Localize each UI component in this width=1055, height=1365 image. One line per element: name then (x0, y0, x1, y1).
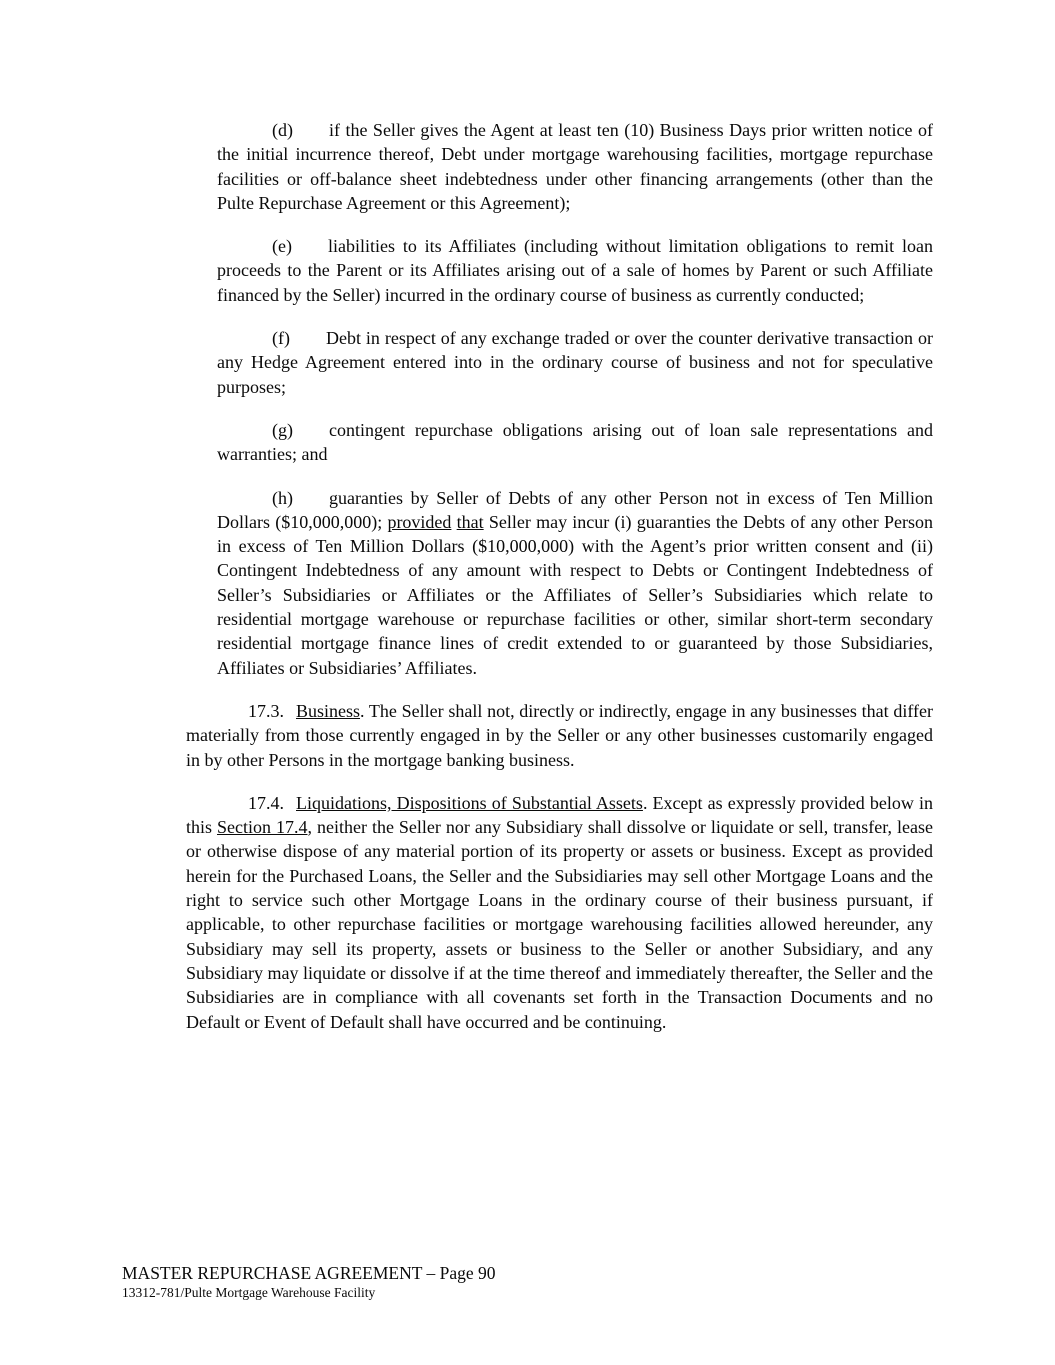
underlined-provided: provided (387, 511, 452, 532)
clause-d-text: if the Seller gives the Agent at least ten (10) Business Days prior written notice of the initial incurrence thereof, Debt under mortgage warehousing facilities, mortgage repurchase facilities or off-balance sheet indebtedness under other financing arrangements (other than the Pulte Repurchase Agreement or this Agreement); (217, 120, 933, 213)
section-17-4-text-2: , neither the Seller nor any Subsidiary shall dissolve or liquidate or sell, transfer, lease or otherwise dispose of any material portion of its property or assets or business. Except as provided herein for the Purchased Loans, the Seller and the Subsidiaries may sell other Mortgage Loans and the right to service such other Mortgage Loans in the ordinary course of their business pursuant, if applicable, to other repurchase facilities or mortgage warehousing facilities allowed hereunder, any Subsidiary may sell its property, assets or business to the Seller or another Subsidiary, and any Subsidiary may liquidate or dissolve if at the time thereof and immediately thereafter, the Seller and the Subsidiaries are in compliance with all covenants set forth in the Transaction Documents and no Default or Event of Default shall have occurred and be continuing. (186, 817, 933, 1032)
section-17-4-heading: Liquidations, Dispositions of Substantial Assets (296, 792, 643, 813)
section-17-4-crossref: Section 17.4 (217, 817, 308, 838)
document-body (186, 118, 933, 1053)
underlined-that: that (456, 511, 484, 532)
clause-f (217, 326, 933, 399)
clause-h-text-2: Seller may incur (i) guaranties the Debts of any other Person in excess of Ten Million Dollars ($10,000,000) with the Agent’s prior written consent and (ii) Contingent Indebtedness of any amount with respect to Debts or Contingent Indebtedness of Seller’s Subsidiaries or Affiliates or the Affiliates of Seller’s Subsidiaries which relate to residential mortgage warehouse or repurchase facilities or other, similar short-term secondary residential mortgage finance lines of credit extended to or guaranteed by those Subsidiaries, Affiliates or Subsidiaries’ Affiliates. (217, 511, 934, 678)
section-17-4-text-1: . Except as expressly provided below in this (186, 792, 933, 838)
section-17-3 (186, 699, 933, 772)
clause-h (217, 486, 933, 680)
section-17-3-heading: Business (296, 700, 361, 721)
clause-f-label: (f) (272, 328, 290, 349)
section-17-4 (186, 791, 933, 1034)
clause-d-label: (d) (272, 120, 293, 140)
footer-document-title: MASTER REPURCHASE AGREEMENT – Page 90 (122, 1263, 496, 1283)
clause-f-text: Debt in respect of any exchange traded or over the counter derivative transaction or any Hedge Agreement entered into in the ordinary course of business and not for speculative purposes; (217, 328, 933, 397)
clause-g (217, 418, 933, 467)
clause-h-text-1: guaranties by Seller of Debts of any other Person not in excess of Ten Million Dollars ($10,000,000); (217, 487, 933, 532)
clause-d (217, 118, 933, 215)
section-17-3-text: . The Seller shall not, directly or indirectly, engage in any businesses that differ materially from those currently engaged in by the Seller or any other businesses customarily engaged in by other Persons in the mortgage banking business. (186, 700, 933, 770)
footer-reference-number: 13312-781/Pulte Mortgage Warehouse Facility (122, 1285, 376, 1300)
clause-g-label: (g) (272, 419, 293, 440)
section-17-4-number: 17.4. (248, 792, 284, 813)
page-footer (122, 1262, 496, 1301)
clause-g-text: contingent repurchase obligations arising out of loan sale representations and warranties; and (217, 419, 933, 465)
section-17-3-number: 17.3. (248, 700, 284, 721)
clause-e-text: liabilities to its Affiliates (including without limitation obligations to remit loan proceeds to the Parent or its Affiliates arising out of a sale of homes by Parent or such Affiliate financed by the Seller) incurred in the ordinary course of business as currently conducted; (217, 236, 933, 305)
clause-h-label: (h) (272, 487, 293, 508)
clause-e (217, 234, 933, 307)
clause-e-label: (e) (272, 236, 292, 257)
